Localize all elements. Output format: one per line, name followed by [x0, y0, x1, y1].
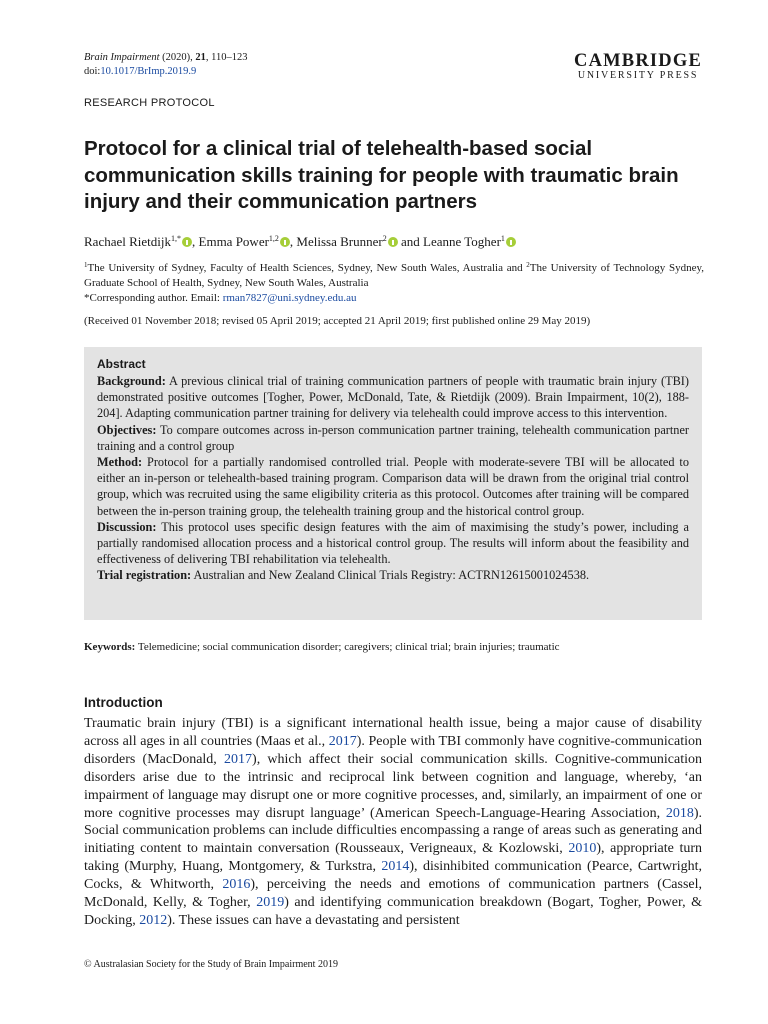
- corresponding-email-link[interactable]: rman7827@uni.sydney.edu.au: [222, 292, 357, 304]
- journal-year: (2020),: [159, 52, 196, 63]
- doi-prefix: doi:: [84, 66, 101, 77]
- citation-year-link[interactable]: 2012: [139, 912, 168, 928]
- author-separator: ,: [289, 234, 297, 249]
- abstract-section-label: Method:: [97, 455, 143, 470]
- article-title: Protocol for a clinical trial of telehealth-based social communication skills training for people with traumatic brain injury and their communication partners: [84, 137, 679, 213]
- copyright-footer: © Australasian Society for the Study of Brain Impairment 2019: [84, 959, 338, 970]
- citation-year-link[interactable]: 2017: [328, 733, 357, 749]
- journal-reference: [84, 51, 248, 79]
- author-name: Melissa Brunner: [296, 234, 383, 249]
- introduction-body: [84, 715, 702, 930]
- abstract-section: [97, 519, 689, 568]
- keywords-list: Telemedicine; social communication disorder; caregivers; clinical trial; brain injuries; traumatic: [135, 641, 560, 653]
- publisher-logo: [574, 52, 702, 82]
- journal-citation: [84, 51, 248, 65]
- citation-year-link[interactable]: 2019: [256, 895, 285, 911]
- keywords: [84, 640, 560, 654]
- introduction-heading: Introduction: [84, 695, 163, 710]
- citation-year-link[interactable]: 2016: [222, 877, 251, 893]
- author-list: [84, 230, 516, 251]
- abstract-section: [97, 454, 689, 519]
- abstract-section-label: Discussion:: [97, 519, 157, 534]
- publisher-name: CAMBRIDGE: [574, 51, 702, 71]
- abstract-box: [84, 347, 702, 620]
- orcid-icon[interactable]: [182, 237, 192, 247]
- section-label: RESEARCH PROTOCOL: [84, 97, 215, 109]
- affiliation-marker-1: 1: [84, 261, 88, 269]
- abstract-content: [97, 356, 689, 584]
- affiliation-1: The University of Sydney, Faculty of Health Sciences, Sydney, New South Wales, Australia and: [87, 262, 527, 274]
- journal-name: Brain Impairment: [84, 52, 160, 63]
- affiliation-marker-2: 2: [526, 261, 530, 269]
- publisher-subtitle: UNIVERSITY PRESS: [577, 70, 699, 81]
- doi-line: [84, 65, 248, 79]
- intro-text: ). These issues can have a devastating and persistent: [167, 912, 460, 928]
- intro-text: ), disinhibited communication (Pearce, Cartwright, Cocks, & Whitworth,: [84, 859, 702, 893]
- abstract-section: [97, 422, 689, 454]
- abstract-section-label: Background:: [97, 374, 166, 388]
- affiliation-2: The University of Technology Sydney, Graduate School of Health, Sydney, New South Wales, Australia: [84, 262, 704, 289]
- author-name: Rachael Rietdijk: [84, 234, 172, 249]
- affiliations: [84, 258, 704, 306]
- intro-text: ) and identifying communication breakdown (Bogart, Togher, Power, & Docking,: [84, 895, 702, 928]
- abstract-section-text: This protocol uses specific design features with the aim of maximising the study’s power, including a partially randomised allocation process and a historical control group. The results will inform about the feasibility and effectiveness of delivering TBI rehabilitation via telehealth.: [97, 519, 689, 567]
- intro-text: ). Social communication problems can include difficulties encompassing a range of areas such as generating and initiating content to maintain conversation (Rousseaux, Verigneaux, & Kozlowski,: [84, 805, 702, 857]
- author-name: Leanne Togher: [423, 234, 501, 249]
- abstract-section-label: Objectives:: [97, 422, 157, 437]
- abstract-section-text: Australian and New Zealand Clinical Trials Registry: ACTRN12615001024538.: [191, 568, 590, 583]
- citation-year-link[interactable]: 2017: [224, 751, 253, 767]
- intro-text: ), appropriate turn taking (Murphy, Huang, Montgomery, & Turkstra,: [84, 841, 702, 875]
- intro-text: ), perceiving the needs and emotions of communication partners (Cassel, McDonald, Kelly, & Togher,: [84, 877, 702, 911]
- abstract-section: [97, 373, 689, 422]
- received-dates: (Received 01 November 2018; revised 05 April 2019; accepted 21 April 2019; first published online 29 May 2019): [84, 315, 591, 327]
- abstract-section-text: Protocol for a partially randomised controlled trial. People with moderate-severe TBI will be allocated to either an in-person or telehealth-based training program. Comparison data will be drawn from the original trial control group, which was recruited using the same eligibility criteria as this protocol. Outcomes after training will be compared between the in-person training group, the telehealth training group and the historical control group.: [97, 455, 689, 518]
- orcid-icon[interactable]: [506, 237, 516, 247]
- author-separator: and: [397, 234, 423, 249]
- author-affiliation-marker: 1,2: [268, 234, 279, 243]
- corresponding-label: *Corresponding author. Email:: [84, 292, 223, 304]
- author-affiliation-marker: 1: [500, 234, 505, 243]
- keywords-label: Keywords:: [84, 641, 136, 653]
- journal-pages: , 110–123: [205, 52, 248, 63]
- abstract-section-text: A previous clinical trial of training communication partners of people with traumatic brain injury (TBI) demonstrated positive outcomes [Togher, Power, McDonald, Tate, & Rietdijk (2009). Brain Impairment, 10(2), 188-204]. Adapting communication partner training for delivery via telehealth could improve access to this intervention.: [97, 374, 689, 421]
- doi-link[interactable]: 10.1017/BrImp.2019.9: [100, 66, 197, 77]
- orcid-icon[interactable]: [280, 237, 290, 247]
- author-affiliation-marker: 1,*: [171, 234, 182, 243]
- intro-text: ). People with TBI commonly have cognitive-communication disorders (MacDonald,: [84, 733, 702, 767]
- abstract-section-text: To compare outcomes across in-person communication partner training, telehealth communication partner training and a control group: [97, 422, 689, 453]
- abstract-heading: Abstract: [97, 357, 146, 371]
- abstract-section-label: Trial registration:: [97, 568, 192, 583]
- abstract-section: [97, 567, 689, 583]
- intro-text: ), which affect their social communication skills. Cognitive-communication disorders arise due to the intrinsic and reciprocal link between cognition and language, whereby, ‘an impairment of language may disrupt one or more cognitive processes, and, similarly, an impairment of one or more cognitive processes may disrupt language’ (American Speech-Language-Hearing Association,: [84, 751, 703, 821]
- citation-year-link[interactable]: 2010: [568, 841, 597, 857]
- citation-year-link[interactable]: 2018: [665, 805, 694, 821]
- journal-volume: 21: [195, 52, 206, 63]
- abstract-sections: [97, 373, 689, 584]
- author-name: Emma Power: [198, 234, 269, 249]
- orcid-icon[interactable]: [388, 237, 398, 247]
- author-affiliation-marker: 2: [382, 234, 387, 243]
- intro-text: Traumatic brain injury (TBI) is a significant international health issue, being a major cause of disability across all ages in all countries (Maas et al.,: [84, 716, 702, 749]
- citation-year-link[interactable]: 2014: [381, 859, 410, 875]
- author-separator: ,: [192, 234, 199, 249]
